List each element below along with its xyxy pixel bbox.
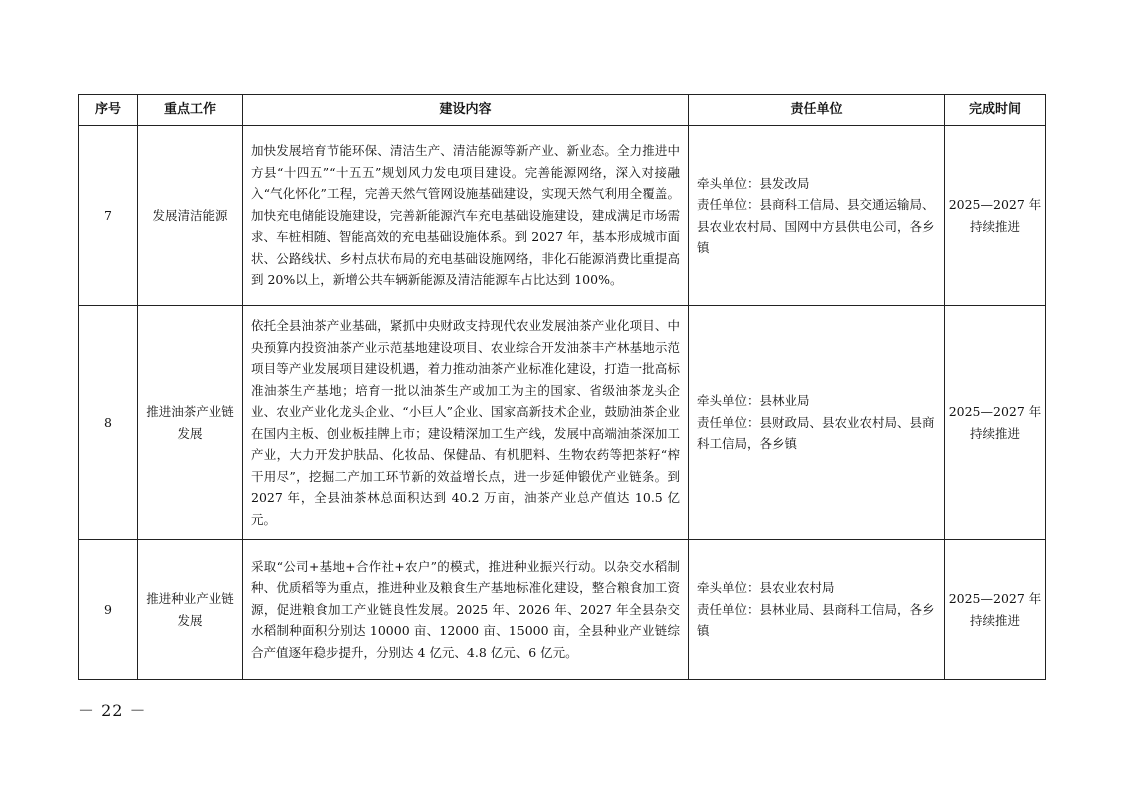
row-content: [243, 306, 689, 540]
work-plan-table: [78, 94, 1046, 680]
row-content-text: 加快发展培育节能环保、清洁生产、清洁能源等新产业、新业态。全力推进中方县“十四五”“十五五”规划风力发电项目建设。完善能源网络，深入对接融入“气化怀化”工程，完善天然气管网设施基础建设，实现天然气利用全覆盖。加快充电储能设施建设，完善新能源汽车充电基础设施建设，建成满足市场需求、车桩相随、智能高效的充电基础设施体系。到 2027 年，基本形成城市面状、公路线状、乡村点状布局的充电基础设施网络，非化石能源消费比重提高到 20%以上，新增公共车辆新能源及清洁能源车占比达到 100%。: [251, 143, 680, 288]
header-serial: 序号: [79, 95, 138, 126]
row-task: 发展清洁能源: [138, 126, 243, 306]
row-responsible-unit: [689, 540, 945, 680]
header-content: 建设内容: [243, 95, 689, 126]
row-content: [243, 126, 689, 306]
row-responsible-unit: [689, 126, 945, 306]
time-range: 2025—2027 年: [948, 590, 1042, 606]
header-responsible-unit: 责任单位: [689, 95, 945, 126]
row-serial: 9: [79, 540, 138, 680]
header-key-task: 重点工作: [138, 95, 243, 126]
row-content-text: 采取“公司+基地+合作社+农户”的模式，推进种业振兴行动。以杂交水稻制种、优质稻等为重点，推进种业及粮食生产基地标准化建设，整合粮食加工资源，促进粮食加工产业链良性发展。2025 年、2026 年、2027 年全县杂交水稻制种面积分别达 10000 亩、12000 亩、15000 亩，全县种业产业链综合产值逐年稳步提升，分别达 4 亿元、4.8 亿元、6 亿元。: [251, 558, 680, 660]
time-status: 持续推进: [969, 425, 1020, 441]
row-task: 推进种业产业链发展: [138, 540, 243, 680]
responsible-units: 责任单位：县商科工信局、县交通运输局、县农业农村局、国网中方县供电公司，各乡镇: [697, 197, 935, 255]
row-serial: 7: [79, 126, 138, 306]
table-row: [79, 306, 1046, 540]
row-task: 推进油茶产业链发展: [138, 306, 243, 540]
lead-unit: 牵头单位：县农业农村局: [697, 580, 835, 596]
row-completion-time: [945, 540, 1046, 680]
time-range: 2025—2027 年: [948, 403, 1042, 419]
row-responsible-unit: [689, 306, 945, 540]
row-content-text: 依托全县油茶产业基础，紧抓中央财政支持现代农业发展油茶产业化项目、中央预算内投资油茶产业示范基地建设项目、农业综合开发油茶丰产林基地示范项目等产业发展项目建设机遇，着力推动油茶产业标准化建设，打造一批高标准油茶生产基地；培育一批以油茶生产或加工为主的国家、省级油茶龙头企业、农业产业化龙头企业、“小巨人”企业、国家高新技术企业，鼓励油茶企业在国内主板、创业板挂牌上市；建设精深加工生产线，发展中高端油茶深加工产业，大力开发护肤品、化妆品、保健品、有机肥料、生物农药等把茶籽“榨干用尽”，挖掘二产加工环节新的效益增长点，进一步延伸锻优产业链条。到 2027 年，全县油茶林总面积达到 40.2 万亩，油茶产业总产值达 10.5 亿元。: [251, 318, 680, 527]
responsible-units: 责任单位：县财政局、县农业农村局、县商科工信局，各乡镇: [697, 414, 935, 452]
responsible-units: 责任单位：县林业局、县商科工信局，各乡镇: [697, 601, 935, 639]
row-content: [243, 540, 689, 680]
row-completion-time: [945, 126, 1046, 306]
row-completion-time: [945, 306, 1046, 540]
row-serial: 8: [79, 306, 138, 540]
time-range: 2025—2027 年: [948, 196, 1042, 212]
table-row: [79, 126, 1046, 306]
time-status: 持续推进: [969, 218, 1020, 234]
table-header-row: [79, 95, 1046, 126]
lead-unit: 牵头单位：县发改局: [697, 175, 810, 191]
time-status: 持续推进: [969, 612, 1020, 628]
lead-unit: 牵头单位：县林业局: [697, 393, 810, 409]
table-row: [79, 540, 1046, 680]
page-number: － 22 －: [78, 701, 147, 720]
header-completion-time: 完成时间: [945, 95, 1046, 126]
